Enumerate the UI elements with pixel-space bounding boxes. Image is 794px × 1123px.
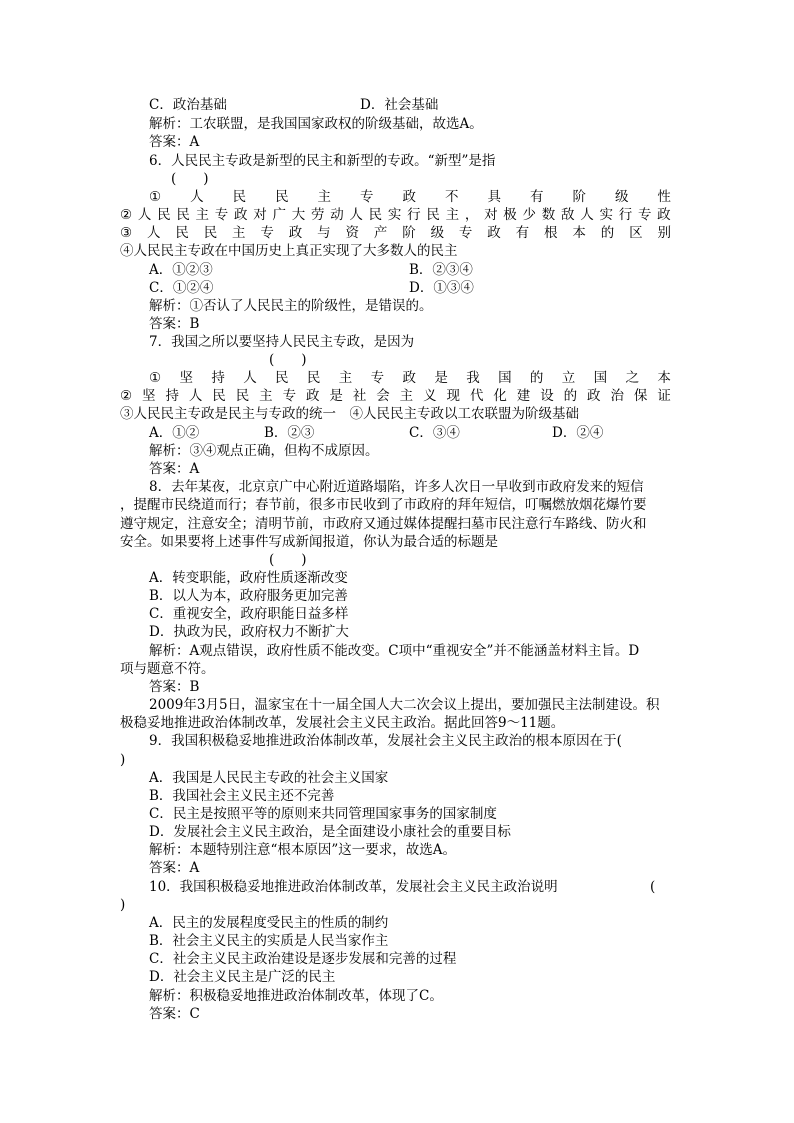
justified-char: ① <box>149 370 162 386</box>
statement-2 <box>120 206 671 224</box>
justified-char: ， <box>464 207 479 223</box>
justified-char: 治 <box>610 388 624 404</box>
justified-char: 专 <box>260 225 274 241</box>
justified-char: 的 <box>600 225 615 241</box>
justified-char: 化 <box>493 388 507 404</box>
question-8-text: 安全。如果要将上述事件写成新闻报道，你认为最合适的标题是 <box>120 534 498 550</box>
justified-char: 专 <box>637 207 652 223</box>
justified-char: 对 <box>484 207 498 223</box>
justified-char: 民 <box>235 388 250 404</box>
justified-char: 人 <box>188 388 203 404</box>
justified-char: 坚 <box>142 388 156 404</box>
justified-char: 政 <box>234 207 248 223</box>
option-c: C．③④ <box>409 425 460 441</box>
justified-char: 民 <box>275 189 289 205</box>
justified-char: 现 <box>446 388 461 404</box>
option-c: C．①②④ <box>149 280 214 296</box>
question-10: 10．我国积极稳妥地推进政治体制改革，发展社会主义民主政治说明 <box>149 879 558 895</box>
justified-char: 主 <box>445 207 460 223</box>
justified-char: 社 <box>352 388 367 404</box>
answer: 答案：B <box>149 679 200 695</box>
justified-char: 劳 <box>310 207 325 223</box>
justified-char: 动 <box>330 207 344 223</box>
justified-char: 主 <box>195 207 210 223</box>
justified-char: 保 <box>633 388 648 404</box>
justified-char: ② <box>120 207 133 223</box>
option-b: B．②③④ <box>409 262 473 278</box>
justified-char: 专 <box>282 388 297 404</box>
question-8-text: 遵守规定，注意安全；清明节前，市政府又通过媒体提醒扫墓市民注意行车路线、防火和 <box>120 516 647 532</box>
option-a: A．转变职能，政府性质逐渐改变 <box>149 570 348 586</box>
justified-char: 人 <box>190 189 204 205</box>
justified-char: 资 <box>345 225 359 241</box>
question-8: 8．去年某夜，北京京广中心附近道路塌陷，许多人次日一早收到市政府发来的短信 <box>149 479 644 495</box>
justified-char: 敌 <box>561 207 575 223</box>
justified-char: 民 <box>368 207 383 223</box>
justified-char: 持 <box>211 370 225 386</box>
justified-char: 极 <box>503 207 517 223</box>
justified-char: 专 <box>370 370 385 386</box>
statement-3 <box>120 224 671 242</box>
justified-char: 政 <box>487 225 501 241</box>
material-intro-continued: 极稳妥地推进政治体制改革，发展社会主义民主政治。据此回答9～11题。 <box>120 715 565 731</box>
option-c: C．政治基础 <box>149 97 227 113</box>
justified-char: 本 <box>657 370 671 386</box>
justified-char: 区 <box>629 225 643 241</box>
justified-char: 义 <box>423 388 437 404</box>
justified-char: 人 <box>349 207 363 223</box>
answer: 答案：B <box>149 316 200 332</box>
justified-char: 与 <box>317 225 331 241</box>
justified-char: 代 <box>469 388 484 404</box>
justified-char: 根 <box>544 225 558 241</box>
justified-char: 实 <box>387 207 402 223</box>
answer-bracket-close: ) <box>120 897 126 913</box>
justified-char: 民 <box>426 207 440 223</box>
justified-char: 大 <box>291 207 306 223</box>
option-a: A．我国是人民民主专政的社会主义国家 <box>149 770 389 786</box>
justified-char: 民 <box>306 370 321 386</box>
justified-char: 主 <box>399 388 414 404</box>
justified-char: 我 <box>466 370 480 386</box>
question-6: 6．人民民主专政是新型的民主和新型的专政。“新型”是指 <box>149 153 496 169</box>
justified-char: 持 <box>165 388 179 404</box>
justified-char: 民 <box>157 207 171 223</box>
option-b: B．社会主义民主的实质是人民当家作主 <box>149 933 389 949</box>
option-b: B．②③ <box>264 425 315 441</box>
answer: 答案：A <box>149 134 200 150</box>
analysis: 解析：③④观点正确，但构不成原因。 <box>149 443 379 459</box>
justified-char: 的 <box>563 388 578 404</box>
justified-char: 行 <box>618 207 633 223</box>
question-8-text: ，提醒市民绕道而行；春节前，很多市民收到了市政府的拜年短信，叮嘱燃放烟花爆竹要 <box>120 497 647 513</box>
justified-char: 之 <box>625 370 639 386</box>
justified-char: 数 <box>541 207 556 223</box>
option-c: C．重视安全，政府职能日益多样 <box>149 606 349 622</box>
justified-char: 是 <box>329 388 343 404</box>
justified-char: ③ <box>120 225 133 241</box>
option-d: D．②④ <box>552 425 604 441</box>
answer-bracket: ( ) <box>269 352 307 368</box>
statement-1 <box>149 369 671 387</box>
question-9: 9．我国积极稳妥地推进政治体制改革，发展社会主义民主政治的根本原因在于( <box>149 733 622 749</box>
analysis: 解析：A观点错误，政府性质不能改变。C项中“重视安全”并不能涵盖材料主旨。D <box>149 643 640 659</box>
option-a: A．民主的发展程度受民主的性质的制约 <box>149 915 389 931</box>
option-d: D．①③④ <box>409 280 474 296</box>
justified-char: ① <box>149 189 162 205</box>
option-c: C．民主是按照平等的原则来共同管理国家事务的国家制度 <box>149 806 497 822</box>
justified-char: 不 <box>445 189 459 205</box>
answer-bracket-open: ( <box>650 879 656 895</box>
justified-char: 别 <box>657 225 671 241</box>
answer-bracket: ( ) <box>171 171 209 187</box>
justified-char: 级 <box>614 189 629 205</box>
analysis-continued: 项与题意不符。 <box>120 661 215 677</box>
justified-char: 专 <box>214 207 229 223</box>
justified-char: 坚 <box>179 370 193 386</box>
justified-char: 会 <box>376 388 390 404</box>
option-d: D．社会基础 <box>360 97 439 113</box>
justified-char: 民 <box>176 207 190 223</box>
justified-char: 证 <box>657 388 671 404</box>
justified-char: 对 <box>253 207 267 223</box>
justified-char: 立 <box>561 370 576 386</box>
justified-char: 产 <box>373 225 388 241</box>
question-7: 7．我国之所以要坚持人民民主专政，是因为 <box>149 334 415 350</box>
justified-char: 主 <box>317 189 332 205</box>
option-b: B．我国社会主义民主还不完善 <box>149 788 335 804</box>
justified-char: 主 <box>259 388 273 404</box>
justified-char: 专 <box>360 189 374 205</box>
justified-char: 实 <box>599 207 613 223</box>
justified-char: 有 <box>529 189 544 205</box>
justified-char: 阶 <box>402 225 416 241</box>
material-intro: 2009年3月5日，温家宝在十一届全国人大二次会议上提出，要加强民主法制建设。积 <box>149 697 660 713</box>
justified-char: 专 <box>458 225 473 241</box>
justified-char: 阶 <box>572 189 586 205</box>
justified-char: 民 <box>232 189 247 205</box>
option-b: B．以人为本，政府服务更加完善 <box>149 588 348 604</box>
justified-char: 主 <box>338 370 353 386</box>
justified-char: 是 <box>434 370 448 386</box>
option-d: D．社会主义民主是广泛的民主 <box>149 969 336 985</box>
justified-char: 政 <box>402 370 416 386</box>
answer-bracket: ( ) <box>269 552 307 568</box>
answer: 答案：C <box>149 1006 200 1022</box>
option-a: A．①② <box>149 425 200 441</box>
justified-char: 民 <box>212 388 226 404</box>
justified-char: 性 <box>657 189 671 205</box>
option-c: C．社会主义民主政治建设是逐步发展和完善的过程 <box>149 951 457 967</box>
justified-char: 的 <box>529 370 544 386</box>
analysis: 解析：本题特别注意“根本原因”这一要求，故选A。 <box>149 842 457 858</box>
justified-char: 政 <box>288 225 303 241</box>
justified-char: 主 <box>232 225 246 241</box>
justified-char: 本 <box>572 225 586 241</box>
justified-char: 人 <box>243 370 257 386</box>
option-d: D．执政为民，政府权力不断扩大 <box>149 624 349 640</box>
justified-char: ② <box>120 388 133 404</box>
justified-char: 级 <box>430 225 445 241</box>
option-a: A．①②③ <box>149 262 213 278</box>
justified-char: 建 <box>516 388 531 404</box>
justified-char: 民 <box>175 225 189 241</box>
analysis: 解析：积极稳妥地推进政治体制改革，体现了C。 <box>149 988 443 1004</box>
analysis: 解析：①否认了人民民主的阶级性，是错误的。 <box>149 298 433 314</box>
justified-char: 国 <box>498 370 512 386</box>
justified-char: 政 <box>587 388 601 404</box>
option-d: D．发展社会主义民主政治，是全面建设小康社会的重要目标 <box>149 824 511 840</box>
justified-char: 广 <box>272 207 286 223</box>
justified-char: 设 <box>540 388 554 404</box>
statement-1 <box>149 188 671 206</box>
justified-char: 民 <box>203 225 218 241</box>
justified-char: 人 <box>137 207 152 223</box>
answer: 答案：A <box>149 461 200 477</box>
justified-char: 人 <box>580 207 594 223</box>
justified-char: 少 <box>522 207 537 223</box>
justified-char: 具 <box>487 189 501 205</box>
statement-2 <box>120 387 671 405</box>
answer-bracket: ) <box>120 752 126 768</box>
justified-char: 行 <box>407 207 421 223</box>
justified-char: 政 <box>657 207 671 223</box>
justified-char: 政 <box>305 388 320 404</box>
answer: 答案：A <box>149 860 200 876</box>
justified-char: 人 <box>146 225 161 241</box>
justified-char: 国 <box>593 370 608 386</box>
justified-char: 民 <box>275 370 289 386</box>
statement-3-4: ③人民民主专政是民主与专政的统一 ④人民民主专政以工农联盟为阶级基础 <box>120 406 579 422</box>
justified-char: 政 <box>402 189 417 205</box>
justified-char: 有 <box>515 225 530 241</box>
statement-4: ④人民民主专政在中国历史上真正实现了大多数人的民主 <box>120 243 458 259</box>
analysis: 解析：工农联盟，是我国国家政权的阶级基础，故选A。 <box>149 116 483 132</box>
